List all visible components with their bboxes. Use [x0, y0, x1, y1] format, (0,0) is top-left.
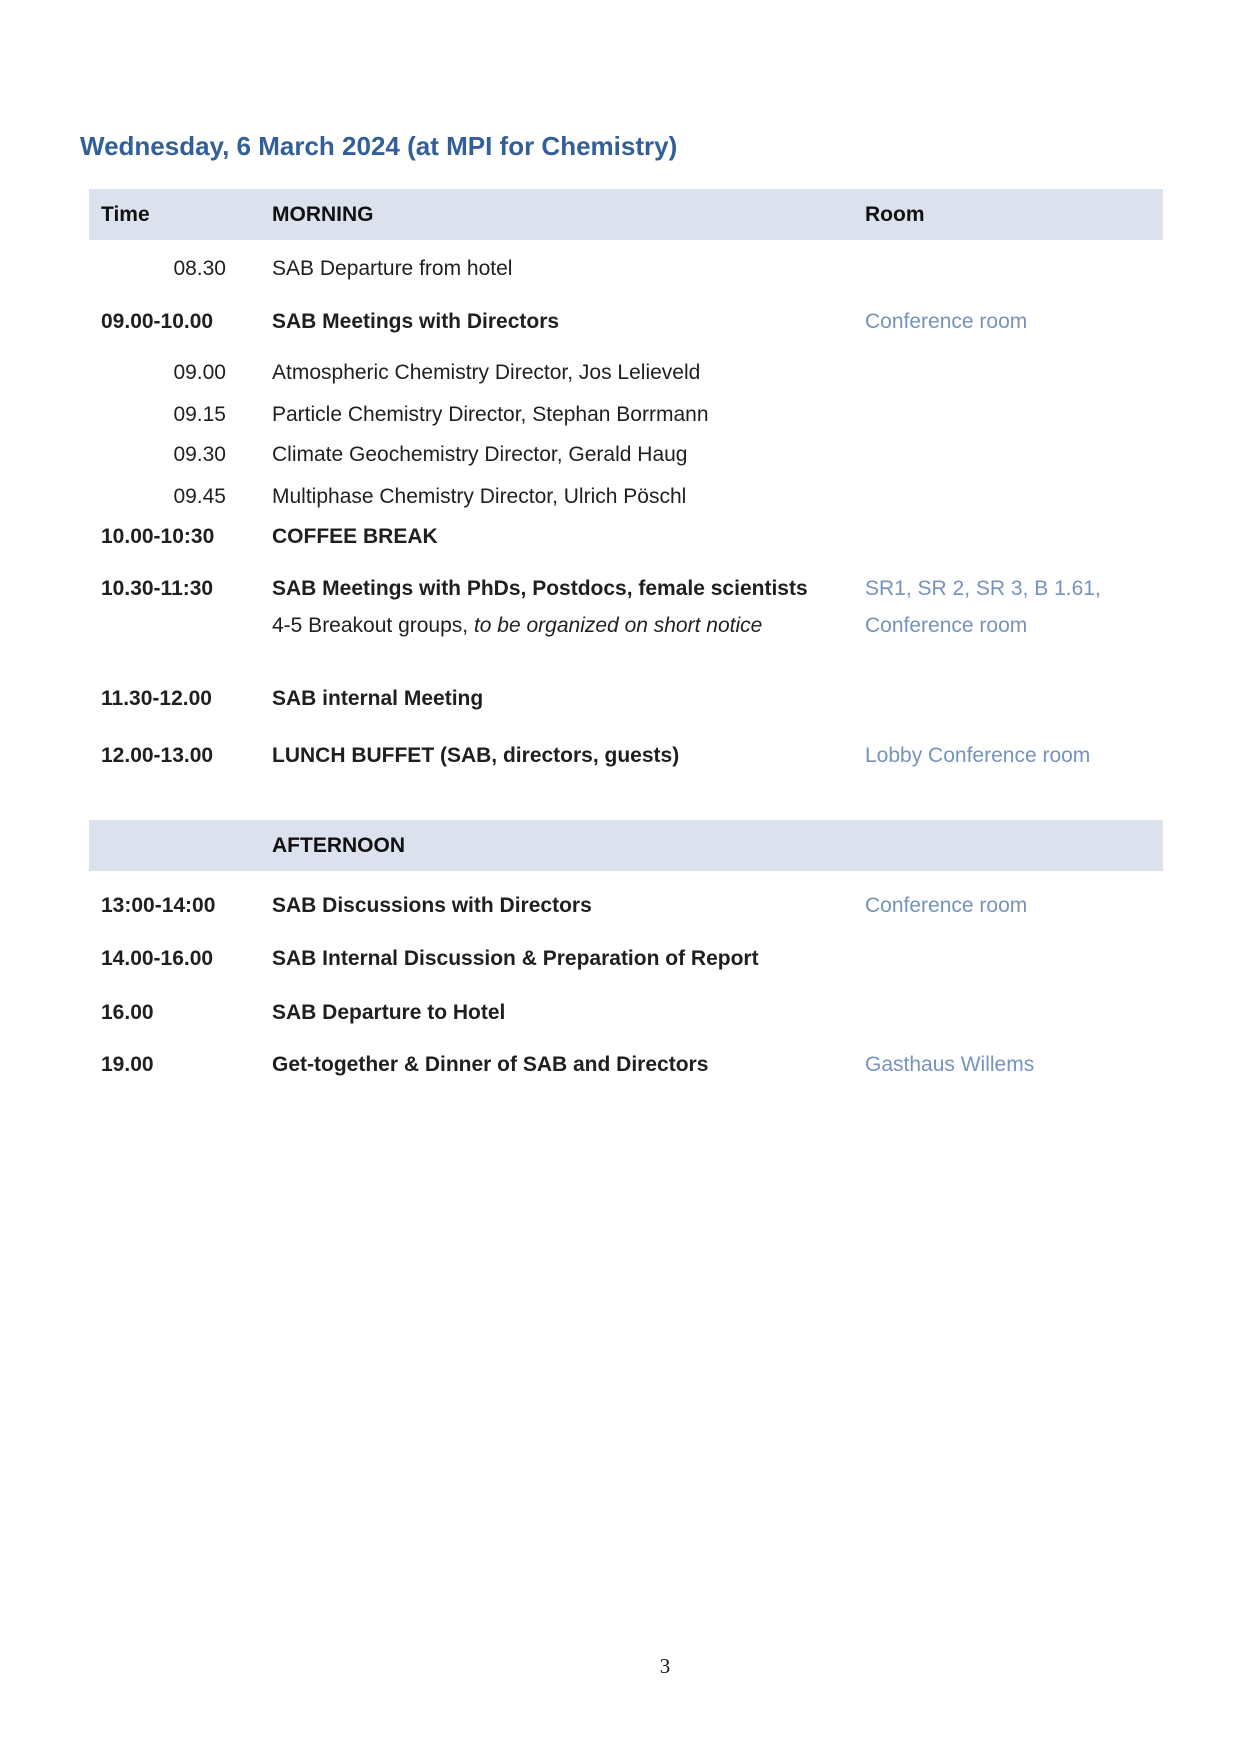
session-cell: Get-together & Dinner of SAB and Directors [272, 1053, 709, 1076]
time-cell: 09.00 [173, 361, 226, 384]
column-header-room: Room [865, 203, 925, 226]
room-cell-line2: Conference room [865, 614, 1028, 637]
table-row [0, 442, 1240, 470]
table-row-continuation [0, 613, 1240, 641]
table-row [0, 1052, 1240, 1080]
time-cell: 12.00-13.00 [101, 744, 214, 767]
column-header-morning: MORNING [272, 203, 374, 226]
time-cell: 16.00 [101, 1001, 154, 1024]
time-cell: 09.45 [173, 485, 226, 508]
morning-header-bar [89, 189, 1163, 240]
session-subtitle-cell [272, 613, 852, 639]
session-cell: SAB Discussions with Directors [272, 894, 592, 917]
session-cell: SAB Departure from hotel [272, 257, 513, 280]
table-row [0, 309, 1240, 337]
table-row [0, 743, 1240, 771]
table-row [0, 524, 1240, 552]
time-cell: 08.30 [173, 257, 226, 280]
room-cell: Conference room [865, 894, 1028, 917]
session-cell: SAB Meetings with Directors [272, 310, 560, 333]
time-cell: 10.00-10:30 [101, 525, 215, 548]
subtitle-italic-text: to be organized on short notice [473, 614, 763, 637]
time-cell: 13:00-14:00 [101, 894, 216, 917]
table-row [0, 256, 1240, 284]
subtitle-regular-text: 4-5 Breakout groups, [272, 614, 474, 637]
room-cell: Conference room [865, 310, 1028, 333]
table-row [0, 402, 1240, 430]
session-cell: Climate Geochemistry Director, Gerald Haug [272, 443, 688, 466]
room-cell: SR1, SR 2, SR 3, B 1.61, [865, 577, 1101, 600]
page-title: Wednesday, 6 March 2024 (at MPI for Chemistry) [80, 131, 678, 161]
session-cell: Multiphase Chemistry Director, Ulrich Pöschl [272, 485, 687, 508]
room-cell: Gasthaus Willems [865, 1053, 1035, 1076]
table-row [0, 946, 1240, 974]
session-cell: COFFEE BREAK [272, 525, 438, 548]
table-row [0, 686, 1240, 714]
table-row [0, 576, 1240, 604]
room-cell: Lobby Conference room [865, 744, 1091, 767]
time-cell: 09.15 [173, 403, 226, 426]
table-row [0, 484, 1240, 512]
time-cell: 09.00-10.00 [101, 310, 214, 333]
session-cell: SAB Meetings with PhDs, Postdocs, female scientists [272, 577, 808, 600]
table-row [0, 1000, 1240, 1028]
time-cell: 10.30-11:30 [101, 577, 214, 600]
session-cell: Particle Chemistry Director, Stephan Borrmann [272, 403, 709, 426]
time-cell: 19.00 [101, 1053, 154, 1076]
session-cell: SAB Internal Discussion & Preparation of Report [272, 947, 759, 970]
column-header-afternoon: AFTERNOON [272, 834, 405, 857]
session-cell: SAB internal Meeting [272, 687, 484, 710]
time-cell: 09.30 [173, 443, 226, 466]
session-cell: SAB Departure to Hotel [272, 1001, 506, 1024]
table-row [0, 893, 1240, 921]
table-row [0, 360, 1240, 388]
column-header-time: Time [101, 203, 150, 226]
time-cell: 11.30-12.00 [101, 687, 212, 710]
afternoon-header-bar [89, 820, 1163, 871]
page-number: 3 [659, 1654, 671, 1678]
time-cell: 14.00-16.00 [101, 947, 214, 970]
session-cell: Atmospheric Chemistry Director, Jos Lelieveld [272, 361, 701, 384]
session-cell: LUNCH BUFFET (SAB, directors, guests) [272, 744, 680, 767]
